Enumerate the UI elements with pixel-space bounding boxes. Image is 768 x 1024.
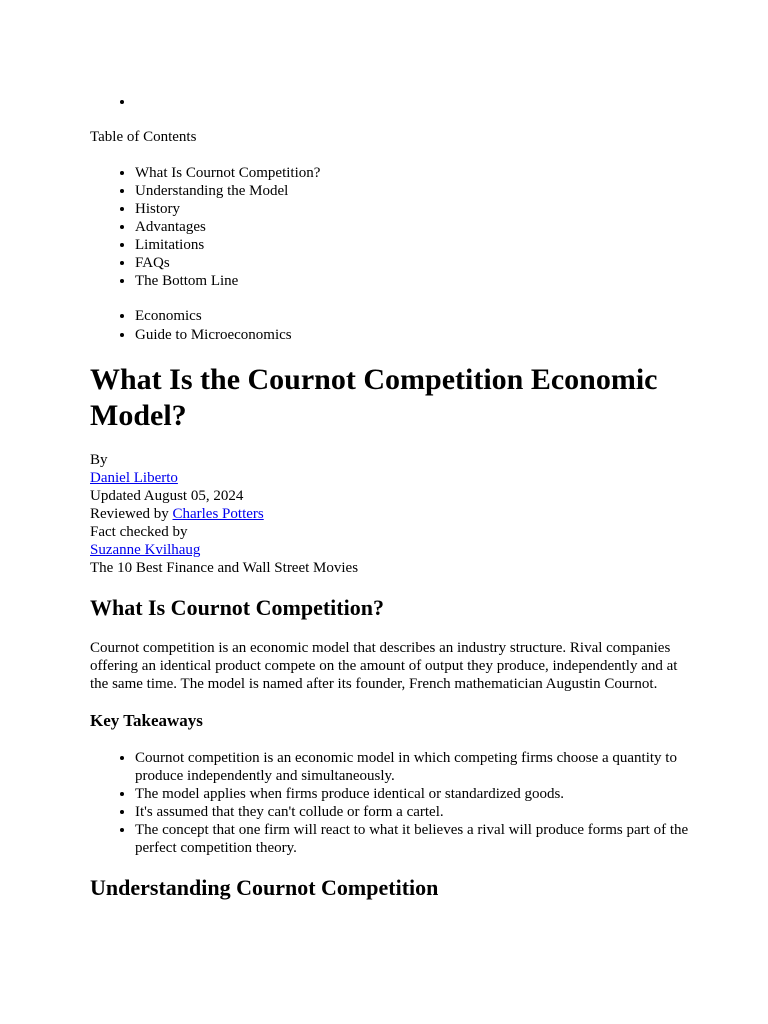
related-article[interactable]: The 10 Best Finance and Wall Street Movies xyxy=(90,560,359,576)
reviewed-label: Reviewed by xyxy=(90,506,173,522)
list-item: • The model applies when firms produce identical or standardized goods. xyxy=(135,785,725,803)
breadcrumb-item-microeconomics[interactable]: • Guide to Microeconomics xyxy=(135,326,292,345)
reviewed-line xyxy=(90,505,690,523)
key-takeaways-list xyxy=(90,749,725,857)
list-item: • Cournot competition is an economic model in which competing firms choose a quantity to produce independently and simultaneously. xyxy=(135,749,725,785)
toc-item-limitations[interactable]: • Limitations xyxy=(135,236,320,254)
toc-label: Table of Contents xyxy=(90,129,197,145)
reviewer-link[interactable]: Charles Potters xyxy=(172,506,264,522)
toc-item-bottom-line[interactable]: • The Bottom Line xyxy=(135,272,320,290)
toc-item-faqs[interactable]: • FAQs xyxy=(135,254,320,272)
updated-date: Updated August 05, 2024 xyxy=(90,488,244,504)
fact-checked-label: Fact checked by xyxy=(90,524,188,540)
top-empty-list xyxy=(90,93,135,111)
section-heading-understanding: Understanding Cournot Competition xyxy=(90,875,439,900)
table-of-contents xyxy=(90,164,320,290)
toc-item-history[interactable]: • History xyxy=(135,200,320,218)
page-title: What Is the Cournot Competition Economic Model? xyxy=(90,363,658,432)
intro-paragraph: Cournot competition is an economic model that describes an industry structure. Rival companies offering an identical product compete on the amount of output they produce, independently and at the same time. The model is named after its founder, French mathematician Augustin Cournot. xyxy=(90,640,678,692)
breadcrumb-item-economics[interactable]: • Economics xyxy=(135,307,292,326)
toc-item-advantages[interactable]: • Advantages xyxy=(135,218,320,236)
breadcrumb xyxy=(90,307,292,345)
list-item: • The concept that one firm will react to what it believes a rival will produce forms part of the perfect competition theory. xyxy=(135,821,725,857)
by-label: By xyxy=(90,452,108,468)
section-heading-what-is: What Is Cournot Competition? xyxy=(90,595,384,620)
toc-item-understanding[interactable]: • Understanding the Model xyxy=(135,182,320,200)
byline xyxy=(90,451,690,577)
fact-checker-link[interactable]: Suzanne Kvilhaug xyxy=(90,542,201,558)
author-link[interactable]: Daniel Liberto xyxy=(90,470,178,486)
toc-item-what-is[interactable]: • What Is Cournot Competition? xyxy=(135,164,320,182)
list-item: • It's assumed that they can't collude or form a cartel. xyxy=(135,803,725,821)
key-takeaways-heading: Key Takeaways xyxy=(90,711,203,730)
